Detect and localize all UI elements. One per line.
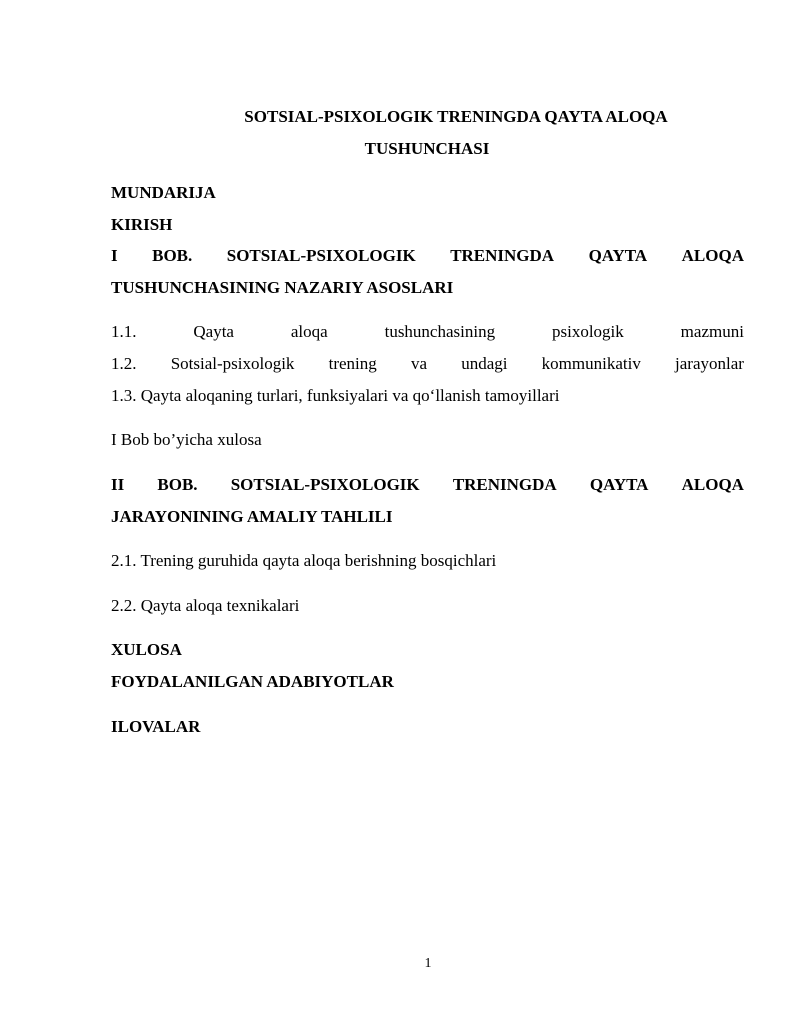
toc-word: QAYTA [589,475,649,494]
toc-chapter1-conclusion: I Bob bo’yicha xulosa [111,430,262,449]
toc-chapter2-line2: JARAYONINING AMALIY TAHLILI [111,507,393,526]
toc-word: undagi [461,354,508,373]
toc-chapter1-line1 [111,245,744,267]
toc-section-2-1: 2.1. Trening guruhida qayta aloqa berishning bosqichlari [111,551,497,570]
toc-chapter2-line1 [111,474,744,496]
toc-word: Qayta [193,322,234,341]
page-number: 1 [424,956,432,971]
toc-word: QAYTA [588,246,648,265]
toc-references: FOYDALANILGAN ADABIYOTLAR [111,672,394,691]
toc-word: mazmuni [680,322,744,341]
toc-word: SOTSIAL-PSIXOLOGIK [230,475,420,494]
toc-conclusion: XULOSA [111,640,182,659]
toc-word: trening [328,354,377,373]
toc-word: TRENINGDA [452,475,557,494]
toc-word: 1.2. [111,354,137,373]
toc-section-1-3: 1.3. Qayta aloqaning turlari, funksiyalari va qo‘llanish tamoyillari [111,386,560,405]
toc-word: 1.1. [111,322,137,341]
toc-word: aloqa [290,322,328,341]
toc-word: II [111,475,125,494]
toc-word: I [111,246,118,265]
toc-word: BOB. [157,475,198,494]
toc-intro: KIRISH [111,215,173,234]
toc-word: jarayonlar [675,354,744,373]
toc-word: Sotsial-psixologik [170,354,295,373]
toc-word: va [410,354,427,373]
toc-word: TRENINGDA [450,246,555,265]
toc-word: ALOQA [681,246,744,265]
toc-chapter1-line2: TUSHUNCHASINING NAZARIY ASOSLARI [111,278,454,297]
toc-word: BOB. [152,246,193,265]
toc-appendices: ILOVALAR [111,717,201,736]
toc-word: ALOQA [681,475,744,494]
toc-word: kommunikativ [541,354,641,373]
toc-section-1-2 [111,353,744,375]
toc-word: psixologik [551,322,624,341]
toc-word: tushunchasining [384,322,496,341]
document-title-line-1: SOTSIAL-PSIXOLOGIK TRENINGDA QAYTA ALOQA [244,107,668,126]
toc-heading: MUNDARIJA [111,183,216,202]
toc-section-2-2: 2.2. Qayta aloqa texnikalari [111,596,300,615]
toc-word: SOTSIAL-PSIXOLOGIK [226,246,416,265]
document-title-line-2: TUSHUNCHASI [364,139,490,158]
toc-section-1-1 [111,321,744,343]
